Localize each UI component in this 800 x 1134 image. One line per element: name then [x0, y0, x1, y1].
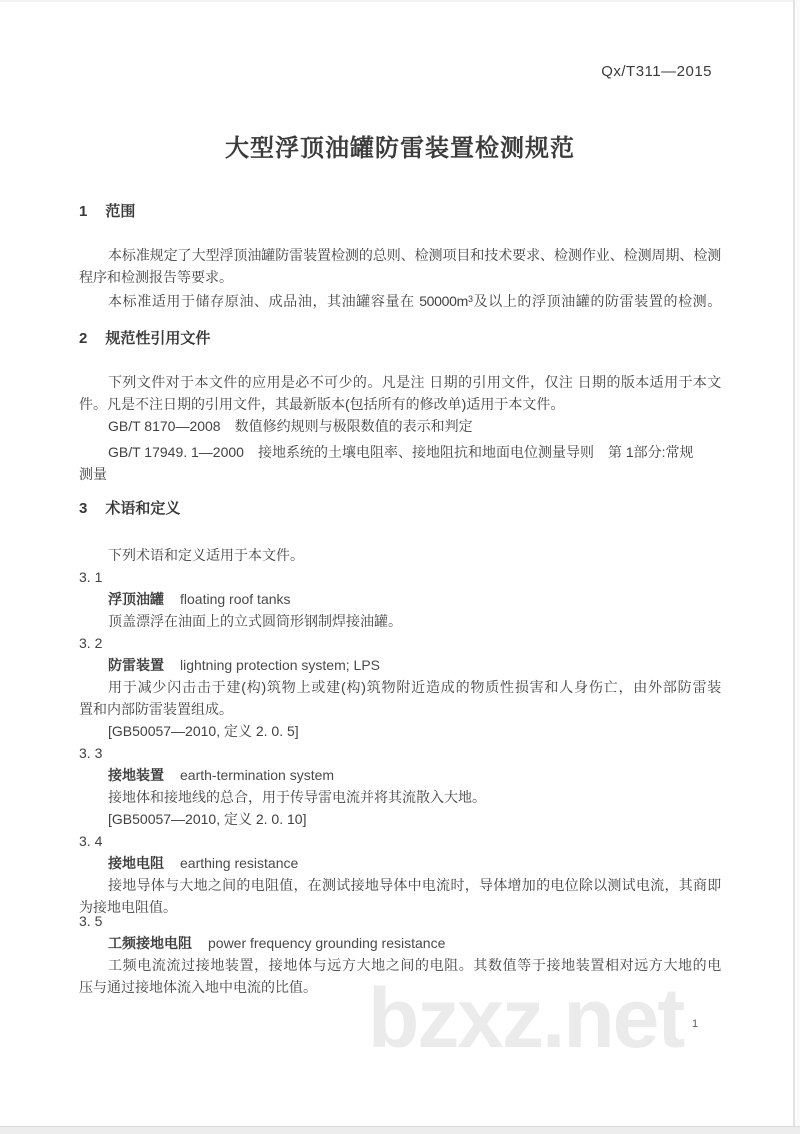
term-definition-continuation: 为接地电阻值。 — [79, 899, 177, 915]
paragraph-line — [79, 288, 721, 312]
term-zh: 防雷装置 — [108, 657, 164, 673]
terms-intro: 下列术语和定义适用于本文件。 — [108, 547, 304, 563]
term-item — [79, 566, 721, 632]
paragraph-line: 件。凡是不注日期的引用文件，其最新版本(包括所有的修改单)适用于本文件。 — [79, 396, 565, 412]
term-zh: 接地电阻 — [108, 855, 164, 871]
section-normative-references — [79, 328, 721, 485]
section-terms-definitions — [79, 498, 721, 998]
reference-entry-continuation: 测量 — [79, 466, 107, 482]
watermark: bzxz.net — [368, 971, 684, 1065]
term-name — [79, 932, 721, 954]
page-right-margin — [795, 0, 800, 1134]
reference-entry: GB/T 17949. 1—2000 接地系统的土壤电阻率、接地阻抗和地面电位测量导则 第 1部分:常规 — [108, 444, 694, 460]
term-item — [79, 742, 721, 830]
page-title: 大型浮顶油罐防雷装置检测规范 — [225, 135, 575, 162]
section-heading — [79, 201, 721, 223]
doc-code: Qx/T311—2015 — [601, 63, 712, 80]
term-item — [79, 830, 721, 918]
term-zh: 浮顶油罐 — [108, 591, 164, 607]
term-name — [79, 588, 721, 610]
term-source: [GB50057—2010, 定义 2. 0. 10] — [108, 811, 307, 827]
section-scope — [79, 201, 721, 312]
section-heading-label: 术语和定义 — [105, 500, 181, 517]
term-number: 3. 4 — [79, 833, 103, 849]
term-en: earthing resistance — [180, 855, 299, 871]
page-bottom-edge — [0, 1126, 800, 1134]
term-definition-continuation: 置和内部防雷装置组成。 — [79, 701, 233, 717]
term-en: power frequency grounding resistance — [208, 935, 446, 951]
term-en: earth-termination system — [180, 767, 335, 783]
term-number: 3. 3 — [79, 745, 103, 761]
reference-entry: GB/T 8170—2008 数值修约规则与极限数值的表示和判定 — [108, 418, 473, 434]
term-name — [79, 852, 721, 874]
section-heading-label: 规范性引用文件 — [105, 330, 211, 347]
term-en: lightning protection system; LPS — [180, 657, 380, 673]
term-number: 3. 2 — [79, 635, 103, 651]
section-number: 1 — [79, 203, 88, 220]
paragraph-line: 程序和检测报告等要求。 — [79, 269, 233, 285]
section-number: 3 — [79, 500, 88, 517]
section-heading-label: 范围 — [105, 203, 136, 220]
term-definition: 接地导体与大地之间的电阻值，在测试接地导体中电流时，导体增加的电位除以测试电流，其商即 — [108, 877, 721, 893]
paragraph-text: 本标准适用于储存原油、成品油，其油罐容量在 50000m — [108, 293, 468, 309]
paragraph-text: 及以上的浮顶油罐的防雷装置的检测。 — [472, 293, 721, 309]
paragraph-line: 本标准规定了大型浮顶油罐防雷装置检测的总则、检测项目和技术要求、检测作业、检测周期、检测 — [108, 247, 721, 263]
term-definition: 顶盖漂浮在油面上的立式圆筒形钢制焊接油罐。 — [108, 613, 402, 629]
section-heading — [79, 328, 721, 350]
term-en: floating roof tanks — [180, 591, 291, 607]
term-zh: 工频接地电阻 — [108, 935, 192, 951]
term-name — [79, 764, 721, 786]
term-number: 3. 5 — [79, 913, 103, 929]
term-name — [79, 654, 721, 676]
term-definition: 接地体和接地线的总合，用于传导雷电流并将其流散入大地。 — [108, 789, 486, 805]
term-source: [GB50057—2010, 定义 2. 0. 5] — [108, 723, 299, 739]
superscript-3: 3 — [467, 294, 473, 304]
term-definition: 工频电流流过接地装置，接地体与远方大地之间的电阻。其数值等于接地装置相对远方大地的电 — [108, 957, 721, 973]
page-top-edge — [0, 0, 800, 2]
term-definition: 用于减少闪击击于建(构)筑物上或建(构)筑物附近造成的物质性损害和人身伤亡，由外部防雷装 — [108, 679, 721, 695]
section-heading — [79, 498, 721, 520]
page-right-edge — [793, 0, 795, 1134]
paragraph-line: 下列文件对于本文件的应用是必不可少的。凡是注 日期的引用文件，仅注 日期的版本适用于本文 — [108, 374, 721, 390]
page-number: 1 — [692, 1018, 699, 1030]
term-definition-continuation: 压与通过接地体流入地中电流的比值。 — [79, 979, 317, 995]
term-zh: 接地装置 — [108, 767, 164, 783]
term-number: 3. 1 — [79, 569, 103, 585]
section-number: 2 — [79, 330, 88, 347]
term-item — [79, 632, 721, 742]
